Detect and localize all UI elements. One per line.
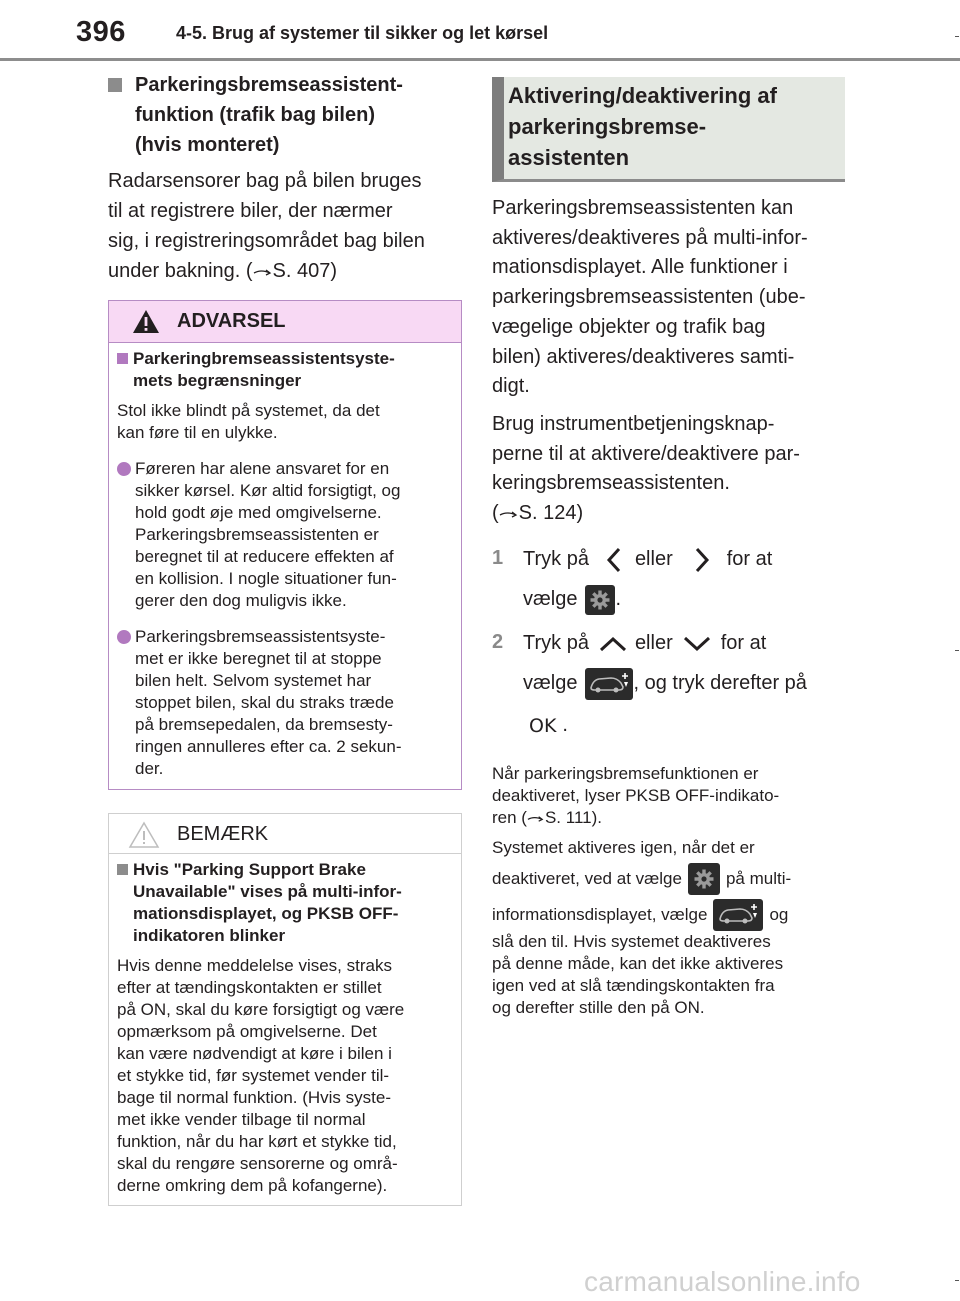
warning-header: [109, 301, 461, 343]
chevron-left-icon: [599, 546, 629, 574]
header-rule: [0, 58, 960, 61]
ok-button-glyph: OK: [529, 714, 557, 737]
warning-bullet: Føreren har alene ansvaret for en sikker kørsel. Kør altid forsigtigt, og hold godt øje med omgivelserne. Parkeringsbremseassistenten er beregnet til at reducere effekten af en kollision. I nogle situationer fun- gerer den dog muligvis ikke.: [117, 458, 453, 612]
note-label: BEMÆRK: [177, 823, 269, 845]
note-box: [108, 813, 462, 1206]
page-number: 396: [76, 16, 126, 48]
step-2: 2 Tryk på eller for at vælge , og tryk derefter på OK .: [492, 630, 807, 737]
right-column: [492, 77, 846, 1019]
pksb-off-note: Når parkeringsbremsefunktionen er deaktiveret, lyser PKSB OFF-indikato- ren ( S. 111).: [492, 763, 780, 827]
square-bullet-icon: [117, 353, 128, 364]
square-bullet-icon: [108, 78, 122, 92]
reactivation-note: Systemet aktiveres igen, når det er deaktiveret, ved at vælge på multi- informationsdisplayet, vælge og slå den til. Hvis systemet deaktiveres på denne måde, kan det ikke aktiveres igen ved at slå tændingskontakten fra og derefter stille den på ON.: [492, 837, 792, 1017]
left-column: [108, 70, 463, 286]
warning-label: ADVARSEL: [177, 310, 286, 332]
warning-subheading: Parkeringbremseassistentsyste- mets begrænsninger: [117, 348, 453, 392]
note-paragraph: Hvis denne meddelelse vises, straks efter at tændingskontakten er stillet på ON, skal du køre forsigtigt og være opmærksom på omgivelserne. Det kan være nødvendigt at køre i bilen i et stykke tid, før systemet vender til- bage til normal funktion. (Hvis syste- met ikke vender tilbage til normal funktion, når du har kørt et stykke tid, skal du rengøre sensorerne og områ- derne omkring dem på kofangerne).: [117, 956, 405, 1195]
warning-body: [109, 343, 461, 780]
gear-icon: [688, 863, 720, 895]
margin-tick: [955, 1280, 959, 1281]
round-bullet-icon: [117, 630, 131, 644]
step-1: 1 Tryk på eller for at vælge .: [492, 543, 846, 617]
warning-bullet: Parkeringsbremseassistentsyste- met er ikke beregnet til at stoppe bilen helt. Selvom systemet har stoppet bilen, skal du straks træde på bremsepedalen, da bremsesty- ringen annulleres efter ca. 2 sekun- der.: [117, 626, 453, 780]
intro-paragraph: Radarsensorer bag på bilen bruges til at registrere biler, der nærmer sig, i registreringsområdet bag bilen under bakning. ( S. 407): [108, 170, 425, 282]
round-bullet-icon: [117, 462, 131, 476]
arrow-ref-icon: [499, 509, 519, 519]
chevron-up-icon: [597, 632, 629, 656]
activation-paragraph: Parkeringsbremseassistenten kan aktiveres/deaktiveres på multi-infor- mationsdisplayet. Alle funktioner i parkeringsbremseassistenten (ube- vægelige objekter og trafik bag bilen) aktiveres/deaktiveres samti- digt.: [492, 197, 808, 398]
note-subheading: Hvis "Parking Support Brake Unavailable" vises på multi-infor- mationsdisplayet, og PKSB OFF- indikatoren blinker: [117, 859, 453, 947]
arrow-ref-icon: [253, 267, 273, 277]
margin-tick: [955, 36, 959, 37]
warning-box: [108, 300, 462, 790]
page-header: [0, 0, 960, 62]
arrow-ref-icon: [527, 814, 545, 823]
watermark: carmanualsonline.info: [584, 1266, 861, 1297]
pksb-car-icon: [585, 668, 633, 700]
chevron-down-icon: [681, 632, 713, 656]
margin-tick: [955, 650, 959, 651]
pksb-car-icon: [713, 899, 763, 931]
controls-paragraph: Brug instrumentbetjeningsknap- perne til at aktivere/deaktivere par- keringsbremseassistenten. ( S. 124): [492, 412, 800, 525]
square-bullet-icon: [117, 864, 128, 875]
warning-intro: Stol ikke blindt på systemet, da det kan føre til en ulykke.: [117, 401, 380, 442]
subheading: Parkeringsbremseassistent- funktion (trafik bag bilen) (hvis monteret): [108, 70, 463, 160]
gear-icon: [585, 585, 615, 615]
chevron-right-icon: [687, 546, 717, 574]
note-body: [109, 854, 461, 1197]
note-header: [109, 814, 461, 854]
section-heading: Aktivering/deaktivering af parkeringsbremse- assistenten: [492, 77, 845, 182]
chapter-title: 4-5. Brug af systemer til sikker og let kørsel: [176, 23, 549, 43]
note-triangle-icon: [128, 821, 160, 849]
warning-triangle-icon: [132, 309, 160, 334]
